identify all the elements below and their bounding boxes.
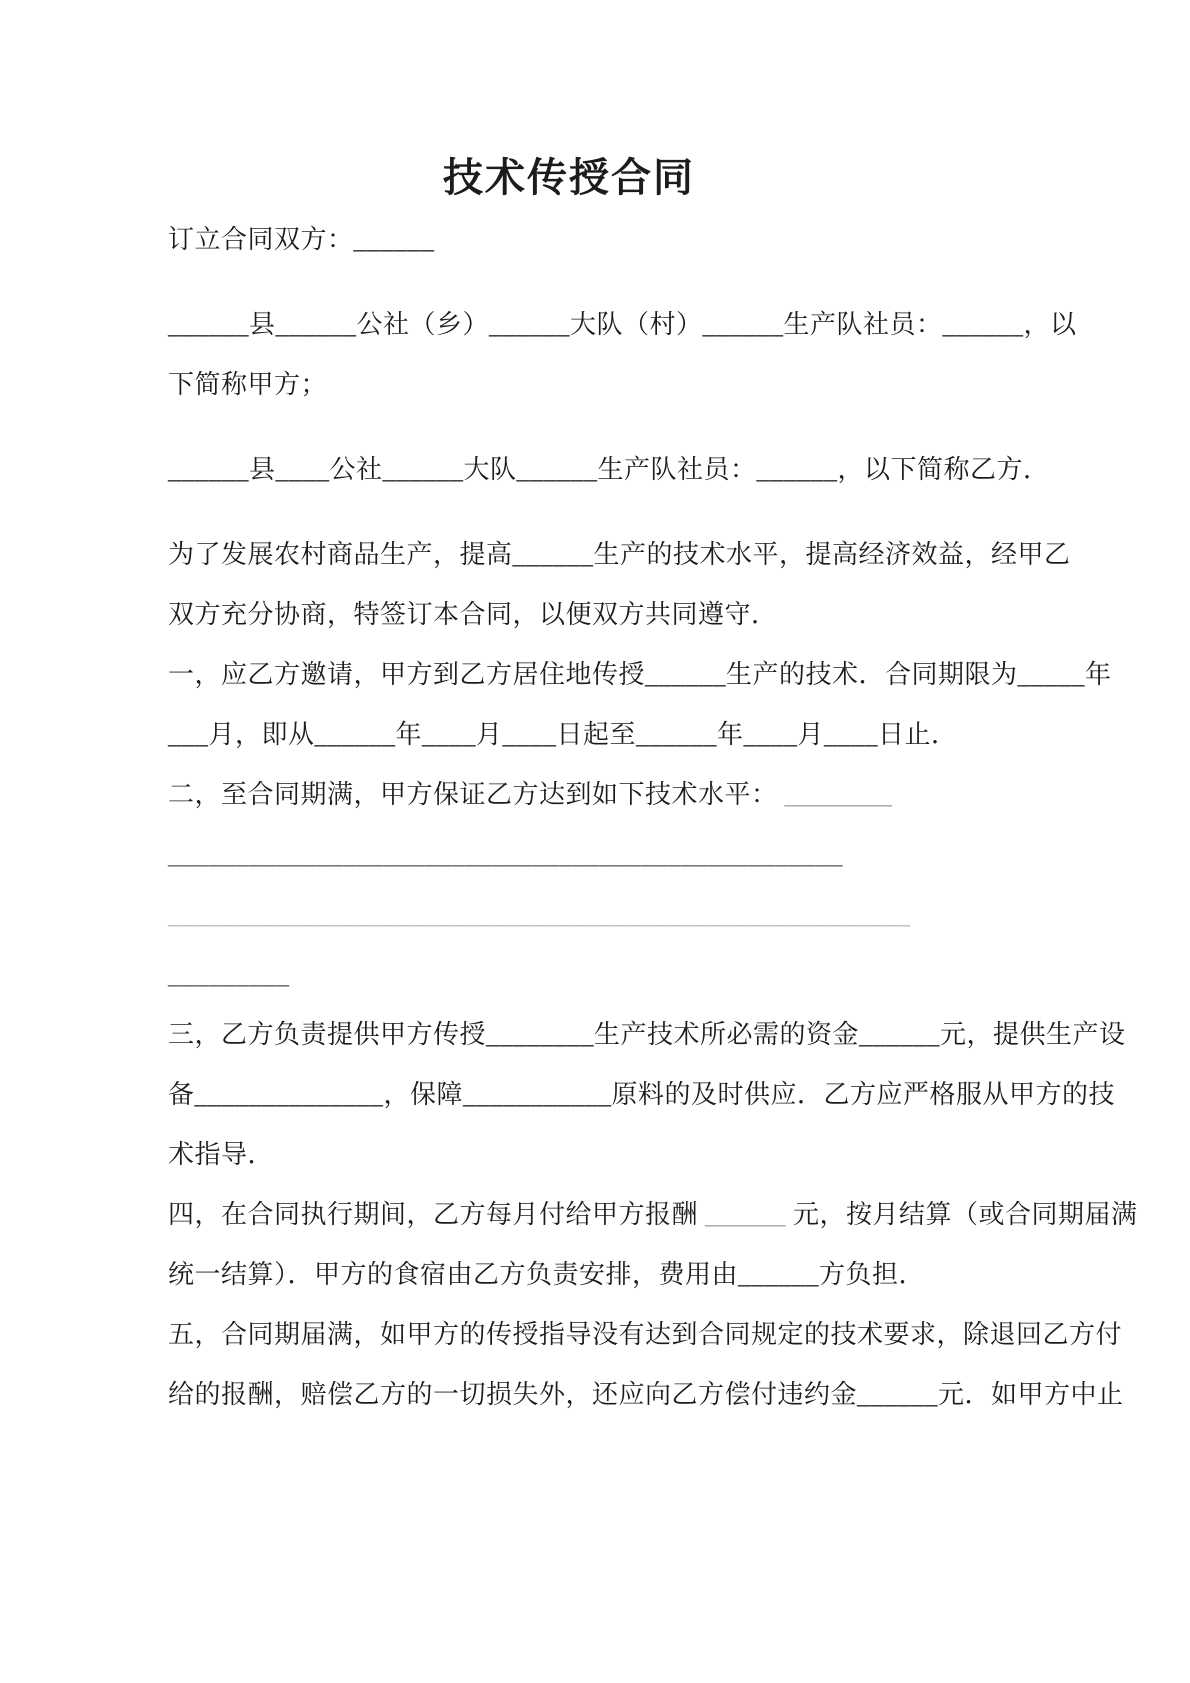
blank-rule-3: _________ bbox=[168, 960, 290, 989]
clause-4-text-pre: 四，在合同执行期间，乙方每月付给甲方报酬 bbox=[168, 1200, 699, 1229]
page-title-text: 技术传授合同 bbox=[443, 155, 695, 200]
line-clause-1b: ___月，即从______年____月____日起至______年____月____日止． bbox=[168, 720, 958, 749]
line-party-b: ______县____公社______大队______生产队社员：______，以下简称乙方． bbox=[168, 455, 1050, 484]
page-title bbox=[168, 148, 970, 208]
blank-rule-1: __________________________________________________ bbox=[168, 840, 843, 869]
line-clause-3c: 术指导． bbox=[168, 1140, 275, 1169]
line-clause-4a bbox=[168, 1185, 1138, 1245]
clause-2-text: 二，至合同期满，甲方保证乙方达到如下技术水平： bbox=[168, 780, 778, 809]
line-clause-5a: 五，合同期届满，如甲方的传授指导没有达到合同规定的技术要求，除退回乙方付 bbox=[168, 1320, 1123, 1349]
blank-rule-2: _______________________________________________________ bbox=[168, 900, 911, 929]
line-parties-intro: 订立合同双方：______ bbox=[168, 225, 435, 254]
line-clause-2 bbox=[168, 765, 1030, 825]
line-clause-5b: 给的报酬，赔偿乙方的一切损失外，还应向乙方偿付违约金______元．如甲方中止 bbox=[168, 1380, 1124, 1409]
clause-2-blank: ________ bbox=[784, 780, 893, 809]
line-clause-1a: 一，应乙方邀请，甲方到乙方居住地传授______生产的技术．合同期限为_____年 bbox=[168, 660, 1112, 689]
line-clause-3b: 备______________，保障___________原料的及时供应．乙方应严格服从甲方的技 bbox=[168, 1080, 1116, 1109]
line-clause-4b: 统一结算）．甲方的食宿由乙方负责安排，费用由______方负担． bbox=[168, 1260, 926, 1289]
line-preamble-1: 为了发展农村商品生产，提高______生产的技术水平，提高经济效益，经甲乙 bbox=[168, 540, 1071, 569]
line-clause-3a: 三，乙方负责提供甲方传授________生产技术所必需的资金______元，提供生产设 bbox=[168, 1020, 1126, 1049]
line-party-a-1: ______县______公社（乡）______大队（村）______生产队社员：______，以 bbox=[168, 310, 1077, 339]
line-preamble-2: 双方充分协商，特签订本合同，以便双方共同遵守． bbox=[168, 600, 778, 629]
clause-4-blank: ______ bbox=[705, 1200, 787, 1229]
clause-4-text-post: 元，按月结算（或合同期届满 bbox=[793, 1200, 1138, 1229]
line-party-a-2: 下简称甲方； bbox=[168, 370, 328, 399]
